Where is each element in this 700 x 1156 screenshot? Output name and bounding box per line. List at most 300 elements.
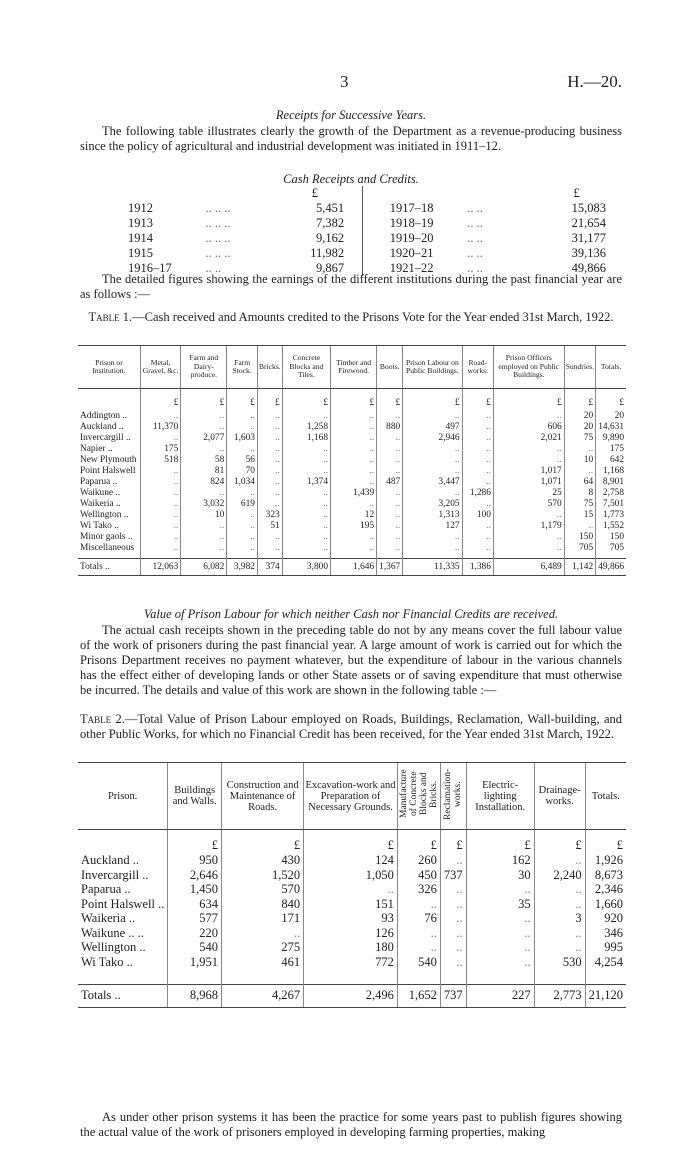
table1-cell: 570 bbox=[493, 499, 564, 510]
table2-cell: 1,520 bbox=[222, 868, 304, 883]
cash-cell: 1912 bbox=[128, 201, 153, 215]
table1-row bbox=[78, 444, 626, 455]
table1-cell: .. bbox=[257, 411, 282, 422]
table1-cell: £ bbox=[331, 389, 377, 412]
cash-cell: 1920–21 bbox=[389, 246, 434, 260]
table1-cell: .. bbox=[493, 510, 564, 521]
cash-cell: .. .. .. bbox=[205, 246, 231, 260]
table1-cell: .. bbox=[181, 543, 227, 554]
cash-cell: 1916–17 bbox=[128, 261, 172, 275]
table2-cell: 227 bbox=[466, 984, 534, 1007]
table2-cell: 124 bbox=[304, 853, 398, 868]
table1-cell: 10 bbox=[181, 510, 227, 521]
table1-cell: .. bbox=[140, 510, 180, 521]
table2-header-cell: Drainage-works. bbox=[534, 763, 585, 830]
table1-cell: .. bbox=[377, 466, 403, 477]
table2-cell: 30 bbox=[466, 868, 534, 883]
table1-cell: 49,866 bbox=[596, 559, 626, 576]
table1-cell: .. bbox=[140, 488, 180, 499]
cash-cell: 31,177 bbox=[571, 231, 606, 245]
table2-cell: £ bbox=[168, 830, 222, 854]
unit-left: £ bbox=[311, 186, 318, 200]
table1-cell: .. bbox=[377, 543, 403, 554]
table2-cell bbox=[534, 969, 585, 984]
table2-cell: 4,254 bbox=[585, 955, 626, 970]
table2-caption-prefix: Table 2. bbox=[80, 712, 125, 726]
table1-cell: 9,890 bbox=[596, 433, 626, 444]
table1-cell: 518 bbox=[140, 455, 180, 466]
table2-cell: Waikeria .. bbox=[81, 911, 136, 925]
table2-cell: 275 bbox=[222, 940, 304, 955]
detail-note bbox=[80, 272, 622, 302]
table2-cell bbox=[78, 969, 168, 984]
table1-cell: .. bbox=[377, 521, 403, 532]
table2-header-cell: Excavation-work and Preparation of Necessary Grounds. bbox=[304, 763, 398, 830]
table2-cell: 1,660 bbox=[585, 897, 626, 912]
table1-cell: .. bbox=[257, 422, 282, 433]
table2-cell: £ bbox=[304, 830, 398, 854]
table1-cell: .. bbox=[564, 466, 595, 477]
table1-cell: .. bbox=[227, 510, 258, 521]
table1-cell: .. bbox=[462, 543, 493, 554]
table2-cell: £ bbox=[466, 830, 534, 854]
table2-cell: Point Halswell .. bbox=[81, 896, 165, 911]
closing-text bbox=[80, 1110, 622, 1140]
table2-cell: .. bbox=[466, 955, 534, 970]
table2-cell: .. bbox=[222, 926, 304, 941]
table1-cell: 14,631 bbox=[596, 422, 626, 433]
table2-row bbox=[78, 853, 626, 868]
page-header bbox=[0, 72, 700, 94]
table1-cell: .. bbox=[140, 466, 180, 477]
table1-cell: 64 bbox=[564, 477, 595, 488]
table1-caption-prefix: Table 1. bbox=[88, 310, 133, 324]
table1-cell bbox=[78, 389, 140, 412]
table2-cell: .. bbox=[466, 926, 534, 941]
table1-header-cell: Prison Officers employed on Public Buildings. bbox=[493, 346, 564, 389]
table1-row bbox=[78, 411, 626, 422]
document-reference: H.—20. bbox=[567, 72, 622, 91]
prison-labour-text bbox=[80, 623, 622, 698]
table1-cell: .. bbox=[462, 466, 493, 477]
table-1 bbox=[78, 345, 626, 576]
table1-cell: .. bbox=[140, 499, 180, 510]
cash-receipts-table bbox=[128, 186, 624, 276]
table1-cell: 1,386 bbox=[462, 559, 493, 576]
table1-cell: .. bbox=[140, 543, 180, 554]
table1-cell: 150 bbox=[564, 532, 595, 543]
table1-cell: 642 bbox=[596, 455, 626, 466]
cash-cell: 15,083 bbox=[571, 201, 606, 215]
table2-cell bbox=[466, 969, 534, 984]
table1-cell: 705 bbox=[564, 543, 595, 554]
table1-cell: .. bbox=[140, 433, 180, 444]
table1-cell: 15 bbox=[564, 510, 595, 521]
column-divider bbox=[363, 246, 390, 261]
column-divider bbox=[363, 201, 390, 216]
table1-cell: 1,179 bbox=[493, 521, 564, 532]
table2-cell: Paparua .. bbox=[81, 882, 131, 896]
table2-cell: 1,951 bbox=[168, 955, 222, 970]
table1-row bbox=[78, 466, 626, 477]
table2-cell: .. bbox=[440, 940, 466, 955]
table1-cell: .. bbox=[493, 411, 564, 422]
table2-cell: 1,652 bbox=[397, 984, 440, 1007]
table1-cell: 1,603 bbox=[227, 433, 258, 444]
table1-cell: .. bbox=[140, 532, 180, 543]
table1-cell: £ bbox=[493, 389, 564, 412]
table1-cell: .. bbox=[282, 466, 330, 477]
table1-cell: .. bbox=[493, 543, 564, 554]
table1-cell: .. bbox=[227, 422, 258, 433]
table2-cell: .. bbox=[440, 853, 466, 868]
table1-cell: .. bbox=[331, 433, 377, 444]
table1-cell: .. bbox=[181, 411, 227, 422]
table2-header-cell: Totals. bbox=[585, 763, 626, 830]
table1-cell: .. bbox=[377, 411, 403, 422]
table1-cell: Addington .. bbox=[80, 411, 128, 421]
table1-cell: 3,205 bbox=[403, 499, 462, 510]
table2-cell: Waikune .. .. bbox=[81, 925, 144, 940]
table1-cell: .. bbox=[377, 444, 403, 455]
table2-cell: 840 bbox=[222, 897, 304, 912]
table1-cell: £ bbox=[181, 389, 227, 412]
table1-cell: Waikeria .. bbox=[80, 499, 121, 509]
table2-cell bbox=[304, 969, 398, 984]
cash-cell: 1915 bbox=[128, 246, 153, 260]
table1-cell: £ bbox=[596, 389, 626, 412]
cash-receipts-heading: Cash Receipts and Credits. bbox=[283, 172, 419, 186]
table2-cell: 2,646 bbox=[168, 868, 222, 883]
table1-cell: .. bbox=[462, 499, 493, 510]
cash-cell: 9,162 bbox=[316, 231, 345, 245]
table1-row bbox=[78, 521, 626, 532]
table1-cell: 824 bbox=[181, 477, 227, 488]
table2-cell: .. bbox=[440, 955, 466, 970]
table1-cell: 1,313 bbox=[403, 510, 462, 521]
table1-cell: 12,063 bbox=[140, 559, 180, 576]
cash-cell: 11,982 bbox=[310, 246, 345, 260]
table1-cell: 58 bbox=[181, 455, 227, 466]
table1-cell: 323 bbox=[257, 510, 282, 521]
table2-cell: 151 bbox=[304, 897, 398, 912]
cash-cell: .. .. bbox=[467, 216, 483, 230]
table1-cell: .. bbox=[257, 488, 282, 499]
table2-cell: 326 bbox=[397, 882, 440, 897]
table2-cell: 995 bbox=[585, 940, 626, 955]
table1-cell: .. bbox=[331, 543, 377, 554]
table2-row bbox=[78, 911, 626, 926]
column-divider bbox=[363, 216, 390, 231]
table2-cell: £ bbox=[222, 830, 304, 854]
table1-cell: .. bbox=[227, 444, 258, 455]
table1-cell: £ bbox=[282, 389, 330, 412]
table1-cell: .. bbox=[227, 411, 258, 422]
table1-cell: .. bbox=[227, 543, 258, 554]
cash-cell: 1919–20 bbox=[389, 231, 434, 245]
cash-cell: .. .. bbox=[467, 201, 483, 215]
table1-cell: Paparua .. bbox=[80, 477, 118, 487]
receipts-heading: Receipts for Successive Years. bbox=[275, 108, 427, 122]
table1-cell: .. bbox=[462, 532, 493, 543]
table1-cell: .. bbox=[257, 477, 282, 488]
table1-cell: 1,773 bbox=[596, 510, 626, 521]
table1-cell: 1,367 bbox=[377, 559, 403, 576]
table1-cell: .. bbox=[227, 532, 258, 543]
table1-cell: .. bbox=[331, 455, 377, 466]
table1-header-cell: Concrete Blocks and Tiles. bbox=[282, 346, 330, 389]
table1-row bbox=[78, 488, 626, 499]
table1-cell: 81 bbox=[181, 466, 227, 477]
table1-cell: 127 bbox=[403, 521, 462, 532]
table1-header-cell: Road-works. bbox=[462, 346, 493, 389]
table1-cell: 175 bbox=[596, 444, 626, 455]
table2-cell: £ bbox=[440, 830, 466, 854]
table1-cell: 1,374 bbox=[282, 477, 330, 488]
table1-cell: 25 bbox=[493, 488, 564, 499]
table1-cell: 6,489 bbox=[493, 559, 564, 576]
table1-cell: 51 bbox=[257, 521, 282, 532]
table1-cell: .. bbox=[403, 466, 462, 477]
table1-cell: .. bbox=[257, 499, 282, 510]
table1-cell: .. bbox=[257, 444, 282, 455]
table1-cell: .. bbox=[181, 444, 227, 455]
table1-header-cell: Boots. bbox=[377, 346, 403, 389]
table2-cell: 8,968 bbox=[168, 984, 222, 1007]
table1-cell: 374 bbox=[257, 559, 282, 576]
table1-cell: 75 bbox=[564, 433, 595, 444]
cash-cell: 9,867 bbox=[316, 261, 345, 275]
table2-cell: 162 bbox=[466, 853, 534, 868]
table2-header-cell bbox=[440, 763, 466, 830]
table1-cell: Napier .. bbox=[80, 444, 113, 454]
cash-row bbox=[128, 246, 624, 261]
table2-cell: 737 bbox=[440, 984, 466, 1007]
table2-cell: .. bbox=[534, 882, 585, 897]
table1-cell: .. bbox=[331, 466, 377, 477]
table2-cell: .. bbox=[397, 926, 440, 941]
cash-row bbox=[128, 216, 624, 231]
table1-cell: .. bbox=[282, 521, 330, 532]
table1-cell: Auckland .. bbox=[80, 422, 124, 432]
table1-cell: 1,071 bbox=[493, 477, 564, 488]
table2-cell: 21,120 bbox=[585, 984, 626, 1007]
table2-cell: 171 bbox=[222, 911, 304, 926]
table1-cell: .. bbox=[331, 477, 377, 488]
table2-cell: .. bbox=[440, 882, 466, 897]
table1-cell: .. bbox=[282, 543, 330, 554]
table1-cell: 880 bbox=[377, 422, 403, 433]
table2-cell: 260 bbox=[397, 853, 440, 868]
table2-header-cell: Electric-lighting Installation. bbox=[466, 763, 534, 830]
table1-cell: .. bbox=[282, 499, 330, 510]
table2-row bbox=[78, 955, 626, 970]
table1-cell: £ bbox=[140, 389, 180, 412]
table1-cell: 497 bbox=[403, 422, 462, 433]
table1-cell: £ bbox=[377, 389, 403, 412]
table1-cell: 20 bbox=[564, 411, 595, 422]
table2-header-cell bbox=[397, 763, 440, 830]
table1-cell: .. bbox=[462, 477, 493, 488]
table2-cell bbox=[585, 969, 626, 984]
table1-cell: .. bbox=[377, 510, 403, 521]
table1-cell: .. bbox=[331, 444, 377, 455]
table1-cell: Invercargill .. bbox=[80, 433, 131, 443]
table2-cell: 577 bbox=[168, 911, 222, 926]
table2-cell: 772 bbox=[304, 955, 398, 970]
cash-cell: .. .. .. bbox=[205, 216, 231, 230]
cash-row bbox=[128, 201, 624, 216]
table2-header-cell: Prison. bbox=[78, 763, 168, 830]
cash-cell: .. .. bbox=[467, 246, 483, 260]
table2-cell: Wellington .. bbox=[81, 940, 146, 954]
table1-cell: .. bbox=[331, 411, 377, 422]
table1-cell: 3,032 bbox=[181, 499, 227, 510]
table1-cell: .. bbox=[140, 521, 180, 532]
table1-cell: .. bbox=[282, 488, 330, 499]
table2-header-cell: Buildings and Walls. bbox=[168, 763, 222, 830]
table1-cell: .. bbox=[282, 411, 330, 422]
receipts-intro bbox=[80, 124, 622, 154]
table2-cell bbox=[440, 969, 466, 984]
table1-cell: 70 bbox=[227, 466, 258, 477]
table1-cell: .. bbox=[564, 444, 595, 455]
table1-cell: 6,082 bbox=[181, 559, 227, 576]
table1-cell: Wi Tako .. bbox=[80, 521, 119, 531]
table2-cell: 450 bbox=[397, 868, 440, 883]
table1-cell: .. bbox=[257, 433, 282, 444]
table1-cell: 487 bbox=[377, 477, 403, 488]
table2-cell: 1,450 bbox=[168, 882, 222, 897]
table1-cell: 619 bbox=[227, 499, 258, 510]
table2-row bbox=[78, 940, 626, 955]
closing-paragraph: As under other prison systems it has been the practice for some years past to publish figures showing the actual value of the work of prisoners employed in developing farming properties, making bbox=[80, 1110, 622, 1139]
table1-cell: .. bbox=[331, 422, 377, 433]
table1-cell: .. bbox=[257, 466, 282, 477]
table2-row bbox=[78, 897, 626, 912]
cash-cell: 1914 bbox=[128, 231, 153, 245]
table1-cell: 7,501 bbox=[596, 499, 626, 510]
table1-cell: 1,034 bbox=[227, 477, 258, 488]
table1-cell: 8,901 bbox=[596, 477, 626, 488]
table1-cell: 195 bbox=[331, 521, 377, 532]
table1-cell: .. bbox=[403, 411, 462, 422]
table2-cell: 2,496 bbox=[304, 984, 398, 1007]
table2-cell: 530 bbox=[534, 955, 585, 970]
table1-cell: 3,447 bbox=[403, 477, 462, 488]
table1-header-cell: Bricks. bbox=[257, 346, 282, 389]
table1-cell: .. bbox=[181, 521, 227, 532]
table1-cell: .. bbox=[282, 444, 330, 455]
table2-cell: Invercargill .. bbox=[81, 867, 149, 882]
table1-caption bbox=[80, 310, 622, 325]
table2-cell: .. bbox=[534, 940, 585, 955]
cash-cell: 39,136 bbox=[571, 246, 606, 260]
table1-cell: .. bbox=[377, 455, 403, 466]
table1-row bbox=[78, 532, 626, 543]
table1-cell: 1,286 bbox=[462, 488, 493, 499]
table1-cell: .. bbox=[331, 499, 377, 510]
table1-cell: .. bbox=[257, 455, 282, 466]
table2-cell: 3 bbox=[534, 911, 585, 926]
table2-cell: 4,267 bbox=[222, 984, 304, 1007]
table1-unit bbox=[78, 389, 626, 412]
table1-cell: .. bbox=[377, 532, 403, 543]
table1-cell: 10 bbox=[564, 455, 595, 466]
table1-cell: .. bbox=[493, 532, 564, 543]
table2-cell: 540 bbox=[397, 955, 440, 970]
table1-cell: .. bbox=[462, 411, 493, 422]
cash-cell: 1917–18 bbox=[389, 201, 434, 215]
table2-row bbox=[78, 926, 626, 941]
table2-cell bbox=[168, 969, 222, 984]
table1-cell: .. bbox=[462, 521, 493, 532]
table1-cell: Wellington .. bbox=[80, 510, 129, 520]
cash-cell: 21,654 bbox=[571, 216, 606, 230]
table1-row bbox=[78, 455, 626, 466]
table2-cell: £ bbox=[585, 830, 626, 854]
table2-cell: .. bbox=[466, 911, 534, 926]
table1-cell: 2,021 bbox=[493, 433, 564, 444]
table1-cell: .. bbox=[227, 521, 258, 532]
table2-cell: 570 bbox=[222, 882, 304, 897]
column-divider bbox=[363, 231, 390, 246]
table2-unit bbox=[78, 830, 626, 854]
table1-header-cell: Timber and Firewood. bbox=[331, 346, 377, 389]
table1-cell: £ bbox=[257, 389, 282, 412]
table1-row bbox=[78, 477, 626, 488]
receipts-intro-text: The following table illustrates clearly the growth of the Department as a revenue-producing business since the policy of agricultural and industrial development was initiated in 1911–12. bbox=[80, 124, 622, 153]
table1-cell: .. bbox=[331, 532, 377, 543]
table1-cell: 2,758 bbox=[596, 488, 626, 499]
cash-cell: 49,866 bbox=[571, 261, 606, 275]
table1-cell: 12 bbox=[331, 510, 377, 521]
table1-cell: 11,335 bbox=[403, 559, 462, 576]
table1-cell: 1,439 bbox=[331, 488, 377, 499]
table2-cell bbox=[397, 969, 440, 984]
table1-cell: .. bbox=[403, 444, 462, 455]
table2-cell: 220 bbox=[168, 926, 222, 941]
table2-header-label: Manufacture of Concrete Blocks and Bricks. bbox=[398, 769, 439, 819]
table1-cell: £ bbox=[564, 389, 595, 412]
table1-cell: .. bbox=[462, 433, 493, 444]
table2-header-label: Reclamation-works. bbox=[443, 768, 464, 820]
cash-cell: .. .. .. bbox=[205, 201, 231, 215]
table1-cell: .. bbox=[257, 532, 282, 543]
table1-cell: .. bbox=[257, 543, 282, 554]
unit-right: £ bbox=[573, 186, 580, 200]
table2-cell: 2,240 bbox=[534, 868, 585, 883]
cash-row bbox=[128, 231, 624, 246]
cash-cell: .. .. .. bbox=[205, 231, 231, 245]
table2-cell: .. bbox=[466, 882, 534, 897]
table1-cell: 100 bbox=[462, 510, 493, 521]
table1-cell: .. bbox=[140, 411, 180, 422]
table2-cell: .. bbox=[534, 897, 585, 912]
table1-cell: Point Halswell bbox=[80, 466, 136, 476]
table1-cell: .. bbox=[377, 433, 403, 444]
table1-cell: 2,946 bbox=[403, 433, 462, 444]
table1-cell: 1,142 bbox=[564, 559, 595, 576]
table2-cell: 8,673 bbox=[585, 868, 626, 883]
table1-cell: Miscellaneous bbox=[80, 543, 135, 553]
table1-cell: 3,982 bbox=[227, 559, 258, 576]
table1-cell: 1,017 bbox=[493, 466, 564, 477]
table1-cell: 11,370 bbox=[140, 422, 180, 433]
table1-cell: .. bbox=[493, 444, 564, 455]
table2-cell bbox=[78, 830, 168, 854]
table1-cell: .. bbox=[140, 477, 180, 488]
